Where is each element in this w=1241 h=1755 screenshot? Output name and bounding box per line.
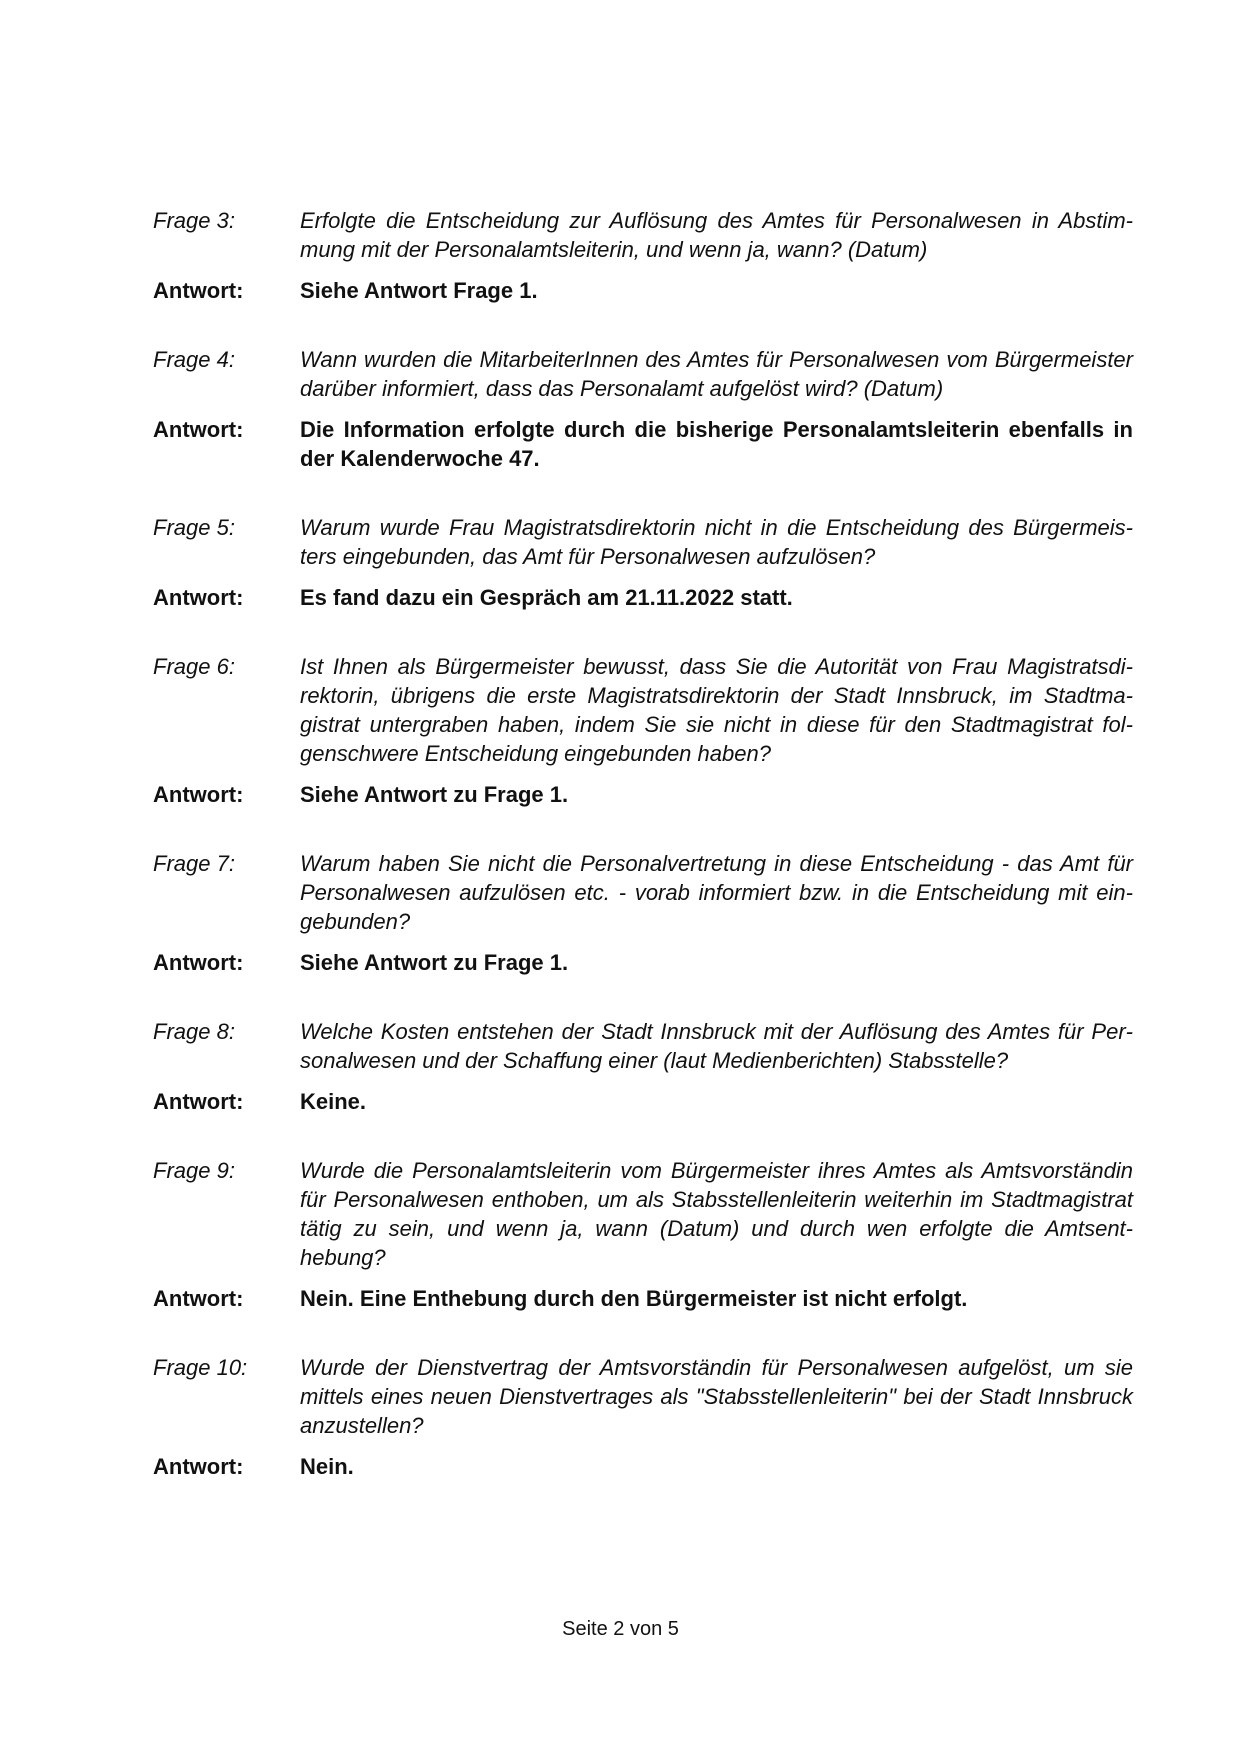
answer-row: [153, 1284, 1133, 1313]
answer-label: Antwort:: [153, 1089, 244, 1114]
spacer: [153, 1313, 1133, 1353]
question-text: Welche Kosten entstehen der Stadt Innsbruck mit der Auflösung des Amtes für Personalwesen und der Schaffung einer (laut Medienberichten) Stabsstelle?: [300, 1019, 1133, 1073]
question-text: Warum haben Sie nicht die Personalvertretung in diese Entscheidung - das Amt für Personalwesen aufzulösen etc. - vorab informiert bzw. in die Entscheidung mit eingebunden?: [300, 851, 1133, 934]
question-text: Wurde die Personalamtsleiterin vom Bürgermeister ihres Amtes als Amtsvorständin für Personalwesen enthoben, um als Stabsstellenleiterin weiterhin im Stadtmagistrat tätig zu sein, und wenn ja, wann (Datum) und durch wen erfolgte die Amtsenthebung?: [300, 1158, 1133, 1270]
qa-item-3: [153, 206, 1133, 305]
answer-text: Es fand dazu ein Gespräch am 21.11.2022 statt.: [300, 585, 793, 610]
question-text: Wann wurden die MitarbeiterInnen des Amtes für Personalwesen vom Bürgermeister darüber informiert, dass das Personalamt aufgelöst wird? (Datum): [300, 347, 1133, 401]
question-row: [153, 206, 1133, 264]
question-label: Frage 7:: [153, 851, 235, 876]
answer-label: Antwort:: [153, 1286, 244, 1311]
question-label: Frage 5:: [153, 515, 235, 540]
answer-row: [153, 1087, 1133, 1116]
qa-item-10: [153, 1353, 1133, 1481]
qa-list: [153, 206, 1133, 1481]
spacer: [153, 612, 1133, 652]
question-row: [153, 1156, 1133, 1272]
answer-text: Die Information erfolgte durch die bisherige Personalamtsleiterin ebenfalls in der Kalenderwoche 47.: [300, 417, 1133, 471]
question-label: Frage 6:: [153, 654, 235, 679]
spacer: [153, 1116, 1133, 1156]
spacer: [153, 305, 1133, 345]
question-row: [153, 849, 1133, 936]
question-text: Ist Ihnen als Bürgermeister bewusst, dass Sie die Autorität von Frau Magistratsdirektorin, übrigens die erste Magistratsdirektorin der Stadt Innsbruck, im Stadtmagistrat untergraben haben, indem Sie sie nicht in diese für den Stadtmagistrat folgenschwere Entscheidung eingebunden haben?: [300, 654, 1133, 766]
qa-item-4: [153, 345, 1133, 473]
qa-item-5: [153, 513, 1133, 612]
question-label: Frage 3:: [153, 208, 235, 233]
question-text: Wurde der Dienstvertrag der Amtsvorständin für Personalwesen aufgelöst, um sie mittels eines neuen Dienstvertrages als "Stabsstellenleiterin" bei der Stadt Innsbruck anzustellen?: [300, 1355, 1133, 1438]
question-row: [153, 1017, 1133, 1075]
spacer: [153, 809, 1133, 849]
question-label: Frage 9:: [153, 1158, 235, 1183]
answer-text: Nein.: [300, 1454, 354, 1479]
spacer: [153, 977, 1133, 1017]
answer-text: Keine.: [300, 1089, 367, 1114]
qa-item-7: [153, 849, 1133, 977]
question-row: [153, 652, 1133, 768]
answer-label: Antwort:: [153, 782, 244, 807]
spacer: [153, 473, 1133, 513]
question-row: [153, 345, 1133, 403]
answer-label: Antwort:: [153, 417, 244, 442]
answer-text: Nein. Eine Enthebung durch den Bürgermeister ist nicht erfolgt.: [300, 1286, 968, 1311]
question-text: Erfolgte die Entscheidung zur Auflösung des Amtes für Personalwesen in Abstimmung mit der Personalamtsleiterin, und wenn ja, wann? (Datum): [300, 208, 1133, 262]
qa-item-9: [153, 1156, 1133, 1313]
answer-row: [153, 415, 1133, 473]
answer-label: Antwort:: [153, 278, 244, 303]
answer-label: Antwort:: [153, 1454, 244, 1479]
answer-row: [153, 276, 1133, 305]
answer-row: [153, 1452, 1133, 1481]
answer-text: Siehe Antwort zu Frage 1.: [300, 950, 569, 975]
question-row: [153, 1353, 1133, 1440]
answer-row: [153, 948, 1133, 977]
answer-label: Antwort:: [153, 950, 244, 975]
page-number-footer: Seite 2 von 5: [562, 1618, 679, 1640]
answer-text: Siehe Antwort zu Frage 1.: [300, 782, 569, 807]
question-label: Frage 10:: [153, 1355, 248, 1380]
answer-text: Siehe Antwort Frage 1.: [300, 278, 538, 303]
qa-item-6: [153, 652, 1133, 809]
question-row: [153, 513, 1133, 571]
qa-item-8: [153, 1017, 1133, 1116]
answer-row: [153, 780, 1133, 809]
answer-label: Antwort:: [153, 585, 244, 610]
question-label: Frage 8:: [153, 1019, 235, 1044]
question-label: Frage 4:: [153, 347, 235, 372]
answer-row: [153, 583, 1133, 612]
question-text: Warum wurde Frau Magistratsdirektorin nicht in die Entscheidung des Bürgermeisters eingebunden, das Amt für Personalwesen aufzulösen?: [300, 515, 1133, 569]
